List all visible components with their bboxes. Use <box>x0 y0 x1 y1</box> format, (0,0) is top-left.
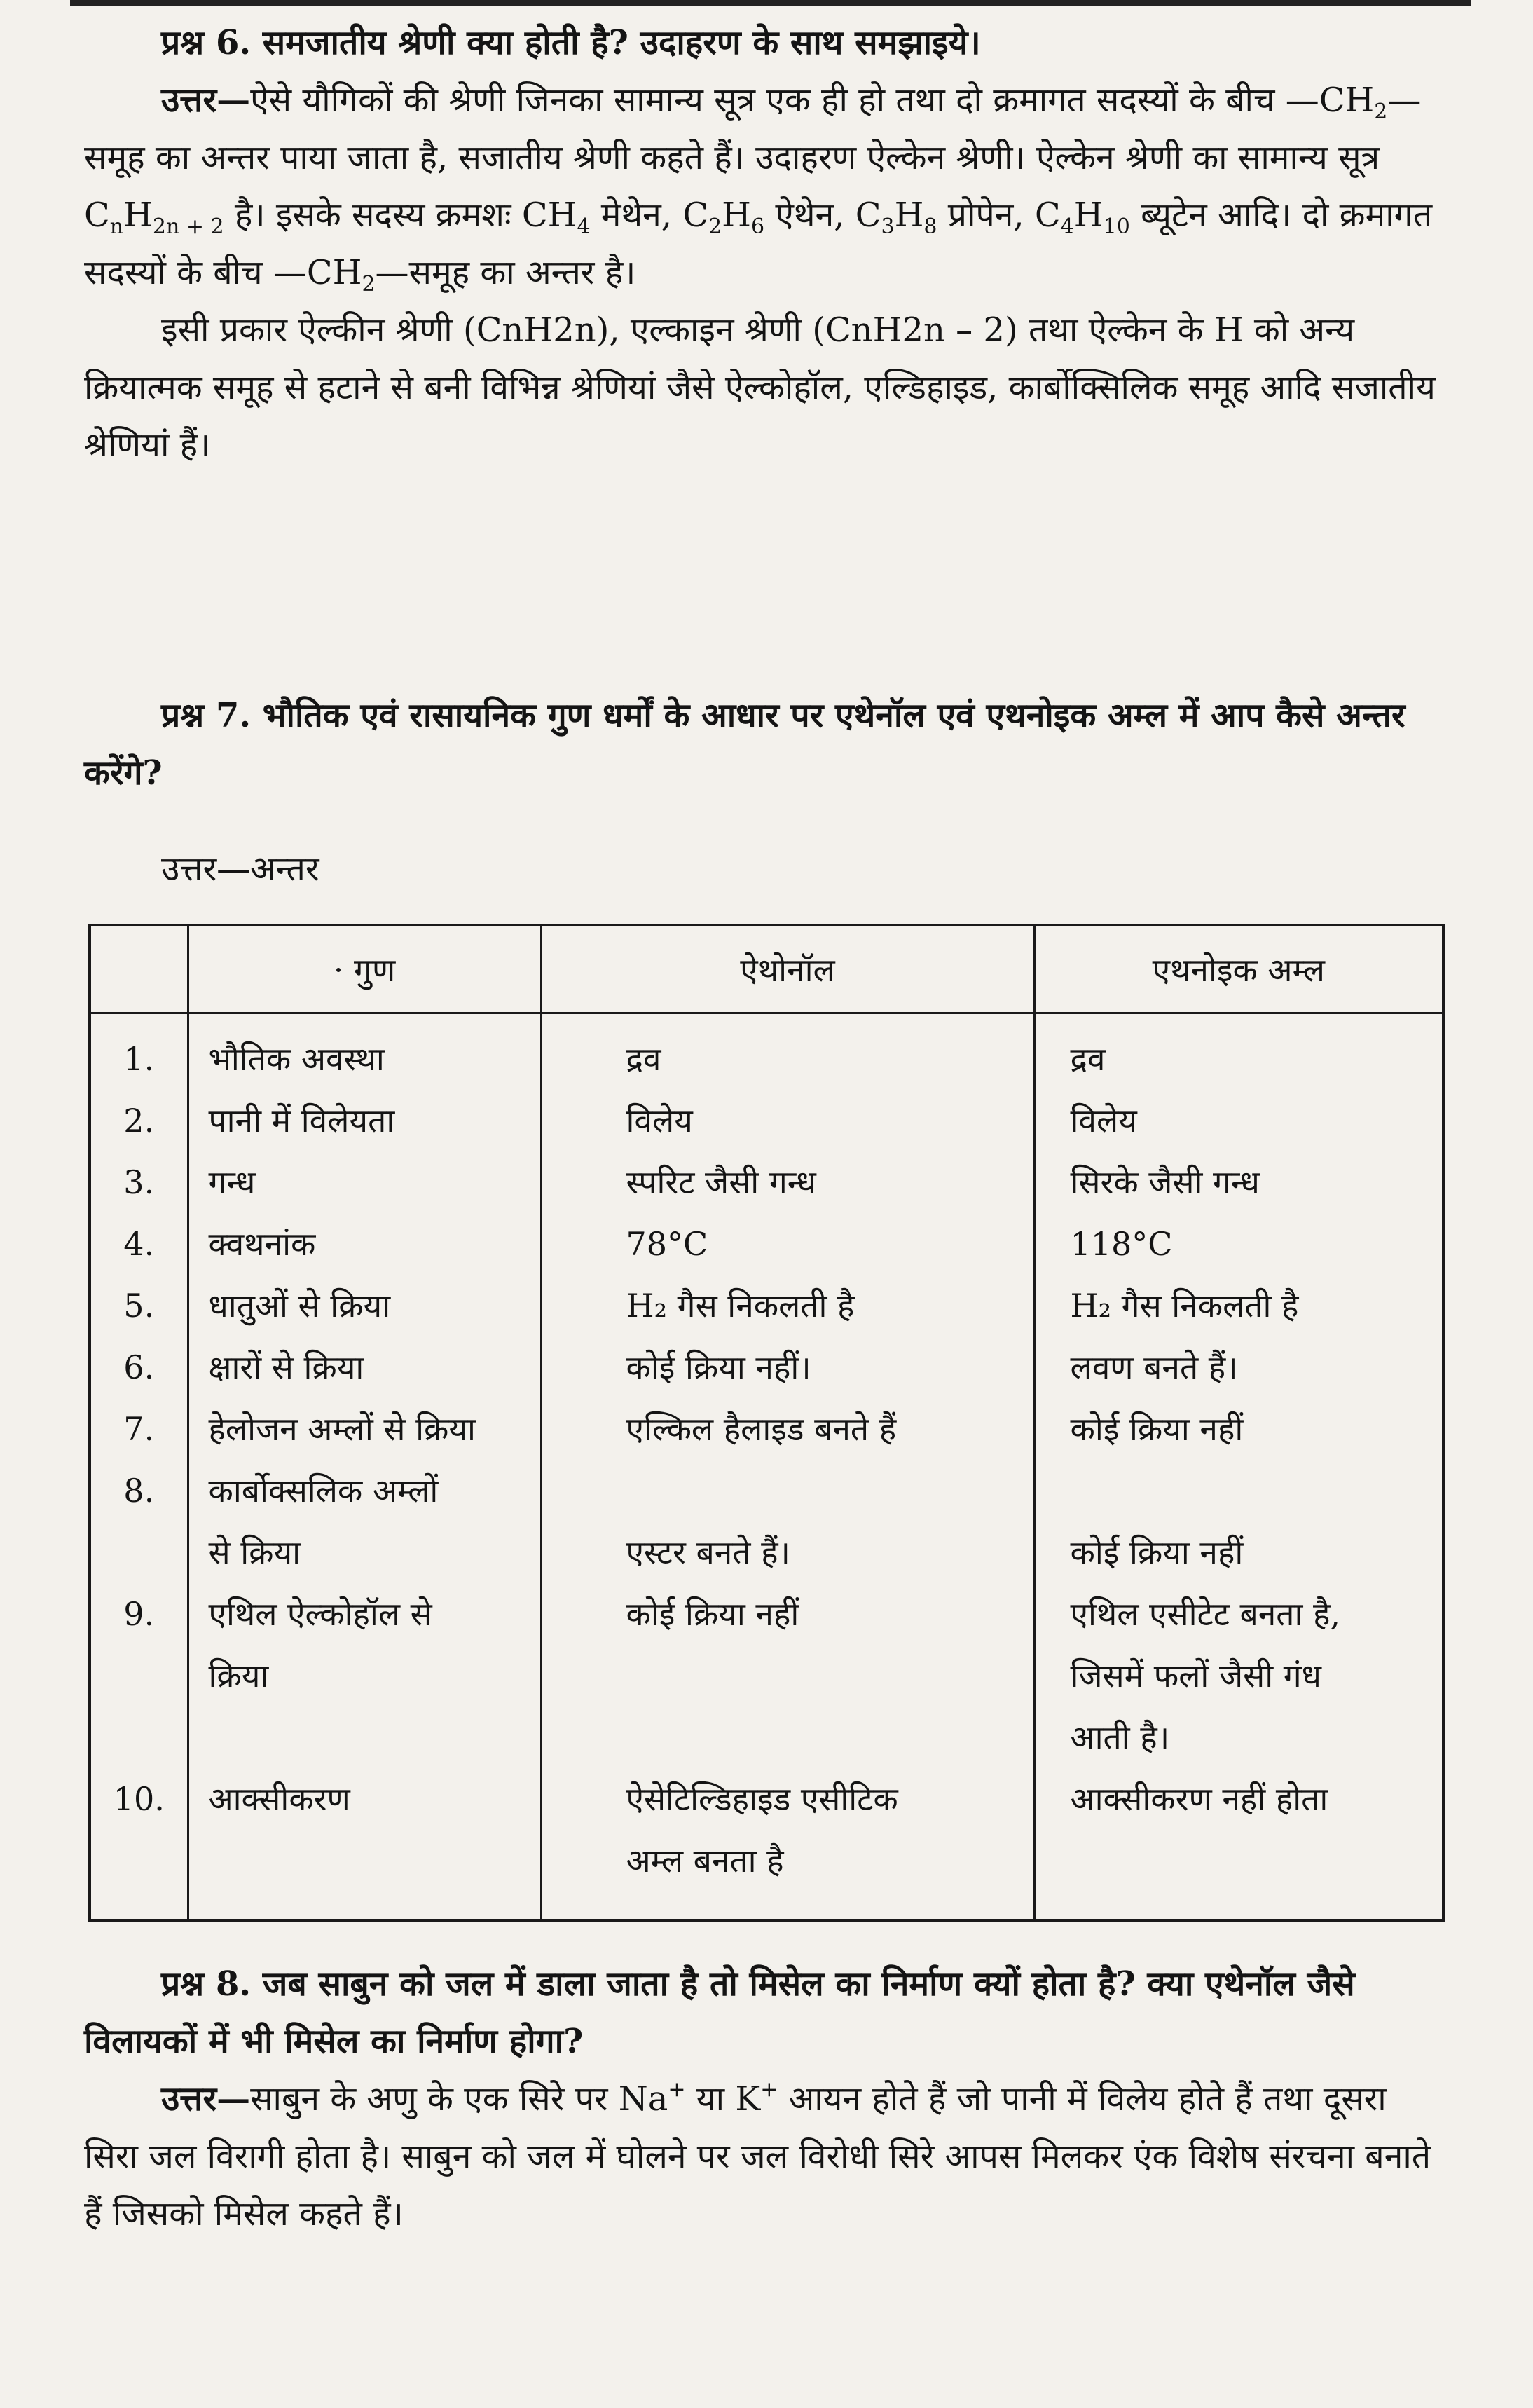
table-header-row <box>90 925 1443 1013</box>
header-num <box>90 925 188 1013</box>
acid-value: एथिल एसीटेट बनता है, <box>1070 1595 1341 1633</box>
row-number: 8. <box>123 1472 155 1510</box>
row-number: 7. <box>123 1410 155 1448</box>
ethanol-value: ऐसेटिल्डिहाइड एसीटिक <box>626 1780 898 1818</box>
acid-value: H₂ गैस निकलती है <box>1070 1287 1299 1325</box>
row-number: 10. <box>113 1780 165 1818</box>
q6-answer-text: —समूह का अन्तर है। <box>375 253 636 292</box>
column-properties <box>188 1013 541 1921</box>
acid-value <box>1071 1460 1442 1521</box>
subscript: 2n + 2 <box>152 214 224 239</box>
ethanol-value: कोई क्रिया नहीं <box>626 1595 799 1633</box>
acid-value: द्रव <box>1070 1040 1106 1078</box>
q6-answer-text: — समूह का अन्तर पाया जाता है, सजातीय श्रेणी कहते हैं। उदाहरण ऐल्केन श्रेणी। ऐल्केन श्रेणी का सामान्य सूत्र C <box>84 81 1422 235</box>
q8-answer-label: उत्तर— <box>161 2079 251 2119</box>
row-number: 4. <box>123 1225 155 1263</box>
header-ethanoic-acid: एथनोइक अम्ल <box>1034 925 1443 1013</box>
acid-value: 118°C <box>1070 1225 1173 1263</box>
property: हेलोजन अम्लों से क्रिया <box>208 1410 476 1448</box>
ethanol-value: एस्टर बनते हैं। <box>626 1533 790 1571</box>
superscript: + <box>668 2077 686 2102</box>
subscript: 6 <box>751 214 765 239</box>
ethanol-value <box>626 1460 1033 1521</box>
row-number: 6. <box>123 1348 155 1386</box>
q6-question: प्रश्न 6. समजातीय श्रेणी क्या होती है? उदाहरण के साथ समझाइये। <box>161 23 981 62</box>
subscript: 10 <box>1103 214 1130 239</box>
q8-answer-text: आयन होते हैं जो पानी में विलेय होते हैं तथा दूसरा सिरा जल विरागी होता है। साबुन को जल में घोलने पर जल विरोधी सिरे आपस मिलकर एंक विशेष संरचना बनाते हैं जिसको मिसेल कहते हैं। <box>84 2079 1431 2233</box>
spacer <box>92 1706 186 1768</box>
ethanol-value: स्परिट जैसी गन्ध <box>626 1163 816 1201</box>
q6-block <box>84 14 1450 474</box>
acid-value: आक्सीकरण नहीं होता <box>1070 1780 1328 1818</box>
q6-answer <box>84 71 1450 301</box>
q6-answer-text: H <box>722 196 752 235</box>
property: भौतिक अवस्था <box>208 1040 385 1078</box>
q6-answer-text: H <box>1073 196 1104 235</box>
row-number: 5. <box>123 1287 155 1325</box>
q6-answer-text: ऐथेन, C <box>764 196 881 235</box>
header-ethanol: ऐथोनॉल <box>541 925 1034 1013</box>
acid-value: कोई क्रिया नहीं <box>1070 1410 1244 1448</box>
row-number: 9. <box>123 1595 155 1633</box>
acid-value: विलेय <box>1070 1102 1137 1140</box>
row-number: 2. <box>123 1102 155 1140</box>
row-number: 1. <box>123 1040 155 1078</box>
subscript: 8 <box>923 214 937 239</box>
acid-value: जिसमें फलों जैसी गंध <box>1070 1657 1321 1695</box>
property: क्षारों से क्रिया <box>208 1348 364 1386</box>
ethanol-value: विलेय <box>626 1102 693 1140</box>
property: गन्ध <box>208 1163 256 1201</box>
table-body <box>90 1013 1443 1921</box>
q6-answer-text: मेथेन, C <box>590 196 709 235</box>
q6-answer-text: H <box>894 196 924 235</box>
q8-answer-text: या K <box>685 2079 761 2119</box>
q6-answer-text: ब्यूटेन आदि। दो क्रमागत सदस्यों के बीच —CH <box>84 196 1433 292</box>
subscript: 4 <box>1060 214 1074 239</box>
superscript: + <box>760 2077 778 2102</box>
q6-answer-text: प्रोपेन, C <box>937 196 1061 235</box>
top-rule <box>70 0 1471 6</box>
acid-value: आती है। <box>1070 1718 1170 1756</box>
subscript: n <box>109 214 124 239</box>
spacer <box>209 1706 539 1768</box>
spacer <box>92 1645 186 1706</box>
ethanol-value: 78°C <box>626 1225 708 1263</box>
q6-paragraph-2: इसी प्रकार ऐल्कीन श्रेणी (CnH2n), एल्काइन श्रेणी (CnH2n – 2) तथा ऐल्केन के H को अन्य क्रियात्मक समूह से हटाने से बनी विभिन्न श्रेणियां जैसे ऐल्कोहॉल, एल्डिहाइड, कार्बोक्सिलिक समूह आदि सजातीय श्रेणियां हैं। <box>84 310 1436 465</box>
q6-answer-text: है। इसके सदस्य क्रमशः CH <box>224 196 577 235</box>
column-ethanoic-acid <box>1034 1013 1443 1921</box>
spacer <box>626 1645 1033 1706</box>
ethanol-value: H₂ गैस निकलती है <box>626 1287 855 1325</box>
acid-value: सिरके जैसी गन्ध <box>1070 1163 1260 1201</box>
comparison-table <box>88 924 1445 1922</box>
ethanol-value: द्रव <box>626 1040 661 1078</box>
q8-question: प्रश्न 8. जब साबुन को जल में डाला जाता है तो मिसेल का निर्माण क्यों होता है? क्या एथेनॉल जैसे विलायकों में भी मिसेल का निर्माण होगा? <box>84 1964 1355 2061</box>
subscript: 4 <box>577 214 591 239</box>
q8-answer <box>84 2070 1450 2243</box>
subscript: 2 <box>362 272 376 296</box>
column-ethanol <box>541 1013 1034 1921</box>
q7-question: प्रश्न 7. भौतिक एवं रासायनिक गुण धर्मों के आधार पर एथेनॉल एवं एथनोइक अम्ल में आप कैसे अन्तर करेंगे? <box>84 696 1405 793</box>
spacer <box>626 1706 1033 1768</box>
subscript: 3 <box>881 214 895 239</box>
spacer <box>92 1521 186 1583</box>
ethanol-value: अम्ल बनता है <box>626 1842 784 1880</box>
property: से क्रिया <box>208 1533 301 1571</box>
q7-block <box>84 687 1450 802</box>
property: कार्बोक्सलिक अम्लों <box>208 1472 439 1510</box>
q7-answer-intro: उत्तर—अन्तर <box>161 849 319 889</box>
row-number: 3. <box>123 1163 155 1201</box>
q8-block <box>84 1955 1450 2243</box>
property: धातुओं से क्रिया <box>208 1287 391 1325</box>
subscript: 2 <box>708 214 722 239</box>
property: पानी में विलेयता <box>208 1102 395 1140</box>
header-property: · गुण <box>188 925 541 1013</box>
q6-answer-text: H <box>123 196 153 235</box>
property: क्वथनांक <box>208 1225 316 1263</box>
q8-answer-text: साबुन के अणु के एक सिरे पर Na <box>250 2079 668 2119</box>
acid-value: कोई क्रिया नहीं <box>1070 1533 1244 1571</box>
subscript: 2 <box>1374 100 1388 124</box>
q6-answer-label: उत्तर— <box>161 81 251 120</box>
acid-value: लवण बनते हैं। <box>1070 1348 1238 1386</box>
property: एथिल ऐल्कोहॉल से <box>208 1595 432 1633</box>
property: आक्सीकरण <box>208 1780 350 1818</box>
ethanol-value: एल्किल हैलाइड बनते हैं <box>626 1410 897 1448</box>
property: क्रिया <box>208 1657 269 1695</box>
column-numbers <box>90 1013 188 1921</box>
q6-answer-text: ऐसे यौगिकों की श्रेणी जिनका सामान्य सूत्र एक ही हो तथा दो क्रमागत सदस्यों के बीच —CH <box>250 81 1375 120</box>
ethanol-value: कोई क्रिया नहीं। <box>626 1348 811 1386</box>
